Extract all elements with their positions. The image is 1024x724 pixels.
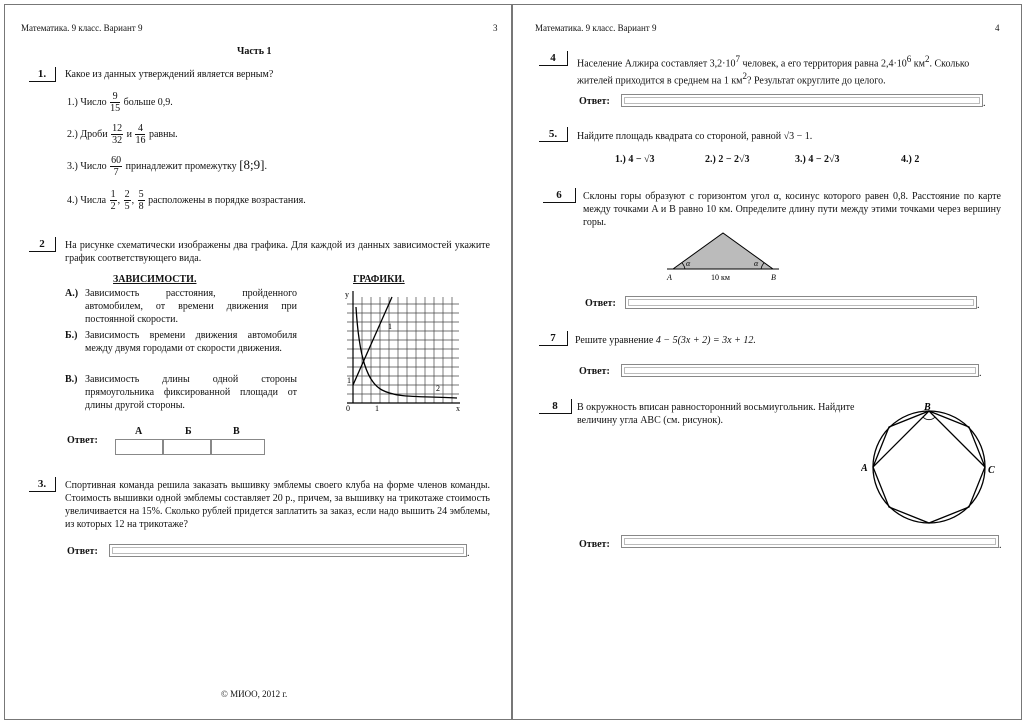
graph-label-1: 1 xyxy=(388,322,392,331)
column-title-graphs: ГРАФИКИ. xyxy=(353,274,405,285)
column-title-dependencies: ЗАВИСИМОСТИ. xyxy=(113,274,197,285)
answer-cell-a[interactable] xyxy=(115,439,163,455)
option-4: 4.) 2 xyxy=(901,154,920,165)
vertex-label-b: B xyxy=(924,402,931,413)
question-number: 8 xyxy=(539,399,572,414)
option-4: 4.) Числа $\frac{1}{2}$ , $\frac{2}{5}$ , $\frac{5}{8}$ расположены в порядке возрастания. xyxy=(67,189,306,212)
tick-label-y: 1 xyxy=(347,376,351,385)
question-text: Население Алжира составляет $3,2\cdot 10^7$ человек, а его территория равна $2,4\cdot 10^6$ $км^2$. Сколько жителей приходится в среднем на 1 $км^2$? Результат округлите до целого. xyxy=(577,54,970,87)
question-number: 6 xyxy=(543,188,576,203)
tick-label-x: 1 xyxy=(375,404,379,413)
page-header: Математика. 9 класс. Вариант 9 xyxy=(535,23,657,33)
axis-label-y: y xyxy=(345,290,349,299)
item-text: Зависимость расстояния, пройденного автомобилем, от времени движения при постоянной скорости. xyxy=(85,288,297,325)
answer-field[interactable] xyxy=(621,94,983,107)
answer-col-c: В xyxy=(233,426,240,437)
answer-cell-c[interactable] xyxy=(211,439,265,455)
option-3: 3.) Число $\frac{60}{7}$ принадлежит промежутку [8;9]. xyxy=(67,155,267,178)
page-number: 3 xyxy=(493,23,498,33)
item-key: Б.) xyxy=(65,330,78,341)
graph-label-2: 2 xyxy=(436,384,440,393)
answer-col-a: А xyxy=(135,426,143,437)
option-3: 3.) 4 − 2√3 xyxy=(795,154,840,165)
question-text: Какое из данных утверждений является верным? xyxy=(65,69,274,80)
part-title: Часть 1 xyxy=(237,46,272,57)
axis-label-x: x xyxy=(456,404,460,413)
question-text: Спортивная команда решила заказать вышивку эмблемы своего клуба на форме членов команды. Стоимость вышивки одной эмблемы составляет 20 р., причем, за вышивку на трикотаже стоимость увеличивается на 15%. Сколько рублей придется заплатить за заказ, если надо вышить 24 эмблемы, из которых 12 на трикотаже? xyxy=(65,480,490,530)
angle-label: α xyxy=(686,259,691,268)
item-key: В.) xyxy=(65,374,78,385)
option-2: 2.) Дроби $\frac{12}{32}$ и $\frac{4}{16}$ равны. xyxy=(67,123,178,146)
answer-field[interactable] xyxy=(625,296,977,309)
footer: © МИОО, 2012 г. xyxy=(221,689,288,699)
question-text: Найдите площадь квадрата со стороной, равной √3 − 1. xyxy=(577,131,813,142)
answer-label: Ответ: xyxy=(67,435,98,446)
vertex-label-c: C xyxy=(988,465,995,476)
question-number: 3. xyxy=(29,477,56,492)
answer-label: Ответ: xyxy=(585,298,616,309)
question-text: Решите уравнение 4 − 5(3x + 2) = 3x + 12. xyxy=(575,335,756,346)
point-label-a: A xyxy=(667,273,672,282)
question-number: 7 xyxy=(539,331,568,346)
answer-label: Ответ: xyxy=(579,366,610,377)
right-page: Математика. 9 класс. Вариант 9 4 4 Население Алжира составляет $3,2\cdot 10^7$ человек, а его территория равна $2,4\cdot 10^6$ $км^2$. Сколько жителей приходится в среднем на 1 $км^2$? Результат округлите до целого. Ответ: . 5. Найдите площадь квадрата со стороной, равной √3 − 1. 1.) 4 − √3 2.) 2 − 2√3 3.) 4 − 2√3 4.) 2 6 Склоны горы образуют с горизонтом угол α, косинус которого равен 0,8. Расстояние по карте между точками A и B равно 10 км. Определите длину пути между этими точками через вершину горы. α α A B 10 км Ответ: . 7 Решите уравнение 4 − 5(3x + 2) = 3x + 12. Ответ: . 8 В окружность вписан равносторонний восьмиугольник. Найдите величину угла ABC (см. рисунок). B A C Ответ: . xyxy=(512,4,1022,720)
graphs-figure xyxy=(337,287,462,413)
angle-label: α xyxy=(754,259,759,268)
answer-field[interactable] xyxy=(621,535,999,548)
answer-col-b: Б xyxy=(185,426,192,437)
octagon-figure xyxy=(861,399,1011,535)
distance-label: 10 км xyxy=(711,273,730,282)
question-text: Склоны горы образуют с горизонтом угол α, косинус которого равен 0,8. Расстояние по карте между точками A и B равно 10 км. Определите длину пути между этими точками через вершину горы. xyxy=(583,191,1001,228)
vertex-label-a: A xyxy=(861,463,868,474)
origin-label: 0 xyxy=(346,404,350,413)
answer-label: Ответ: xyxy=(67,546,98,557)
question-number: 1. xyxy=(29,67,56,82)
item-text: Зависимость длины одной стороны прямоугольника фиксированной площади от длины другой стороны. xyxy=(85,374,297,411)
question-text: На рисунке схематически изображены два графика. Для каждой из данных зависимостей укажите график соответствующего вида. xyxy=(65,240,490,264)
question-number: 4 xyxy=(539,51,568,66)
point-label-b: B xyxy=(771,273,776,282)
item-key: А.) xyxy=(65,288,79,299)
page-header: Математика. 9 класс. Вариант 9 xyxy=(21,23,143,33)
answer-field[interactable] xyxy=(109,544,467,557)
question-number: 5. xyxy=(539,127,568,142)
option-1: 1.) Число $\frac{9}{15}$ больше 0,9. xyxy=(67,91,173,114)
question-text: В окружность вписан равносторонний восьмиугольник. Найдите величину угла ABC (см. рисунок). xyxy=(577,402,855,426)
page-number: 4 xyxy=(995,23,1000,33)
item-text: Зависимость времени движения автомобиля между двумя городами от скорости движения. xyxy=(85,330,297,354)
option-2: 2.) 2 − 2√3 xyxy=(705,154,750,165)
question-number: 2 xyxy=(29,237,56,252)
answer-cell-b[interactable] xyxy=(163,439,211,455)
answer-label: Ответ: xyxy=(579,96,610,107)
answer-label: Ответ: xyxy=(579,539,610,550)
left-page: Математика. 9 класс. Вариант 9 3 Часть 1 1. Какое из данных утверждений является верным? 1.) Число $\frac{9}{15}$ больше 0,9. 2.) Дроби $\frac{12}{32}$ и $\frac{4}{16}$ равны. 3.) Число $\frac{60}{7}$ принадлежит промежутку [8;9]. 4.) Числа $\frac{1}{2}$ , $\frac{2}{5}$ , $\frac{5}{8}$ расположены в порядке возрастания. 2 На рисунке схематически изображены два графика. Для каждой из данных зависимостей укажите график соответствующего вида. ЗАВИСИМОСТИ. ГРАФИКИ. А.) Зависимость расстояния, пройденного автомобилем, от времени движения при постоянной скорости. Б.) Зависимость времени движения автомобиля между двумя городами от скорости движения. В.) Зависимость длины одной стороны прямоугольника фиксированной площади от длины другой стороны. y x 0 1 1 1 2 Ответ: А Б В 3. Спортивная команда решила заказать вышивку эмблемы своего клуба на форме членов команды. Стоимость вышивки одной эмблемы составляет 20 р., причем, за вышивку на трикотаже стоимость увеличивается на 15%. Сколько рублей придется заплатить за заказ, если надо вышить 24 эмблемы, из которых 12 на трикотаже? Ответ: . © МИОО, 2012 г. xyxy=(4,4,512,720)
mountain-figure xyxy=(663,229,783,285)
option-1: 1.) 4 − √3 xyxy=(615,154,655,165)
answer-field[interactable] xyxy=(621,364,979,377)
